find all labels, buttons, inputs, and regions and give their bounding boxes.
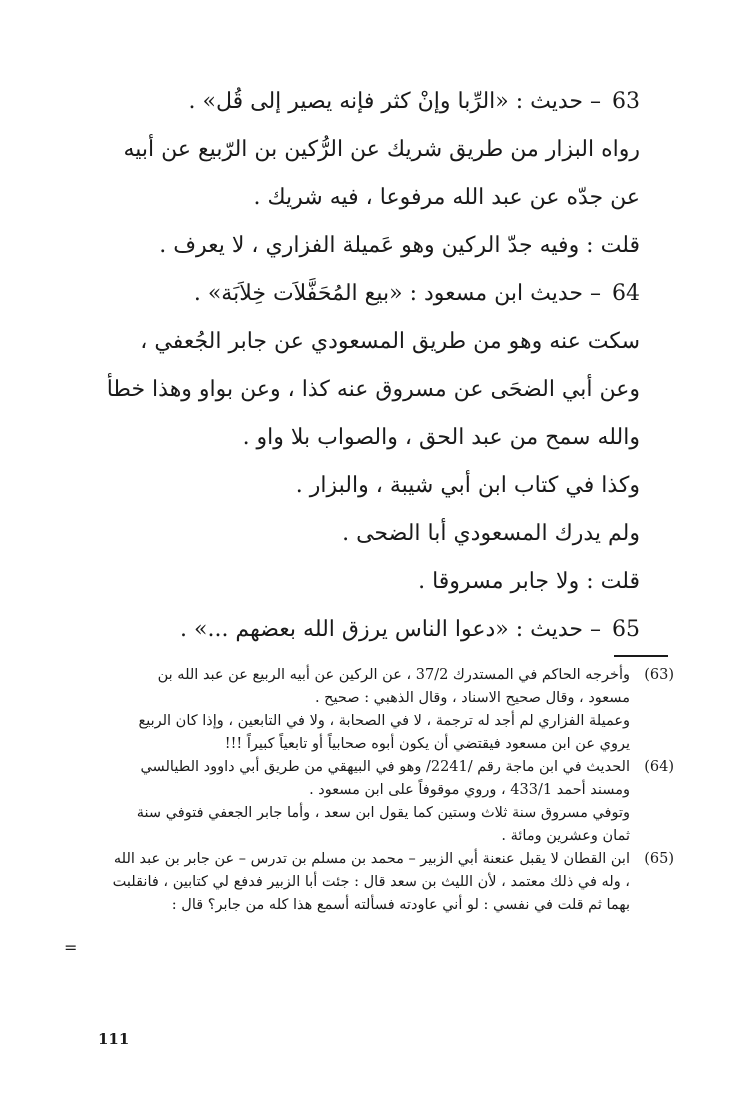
footnote-63-continued <box>112 710 674 756</box>
footnote-number: (63) <box>644 667 674 683</box>
footnote-64 <box>112 756 674 802</box>
paragraph: سكت عنه وهو من طريق المسعودي عن جابر الجُعفي ، وعن أبي الضحَى عن مسروق عنه كذا ، وعن بواو وهذا خطأ والله سمح من عبد الحق ، والصواب بلا واو . <box>106 329 640 450</box>
paragraph: رواه البزار من طريق شريك عن الرُّكين بن الرّبيع عن أبيه عن جدّه عن عبد الله مرفوعا ، فيه شريك . <box>123 137 640 210</box>
hadith-number: 63 <box>612 89 640 114</box>
footnote-64-continued <box>112 802 674 848</box>
footnote-text: ابن القطان لا يقبل عنعنة أبي الزبير – محمد بن مسلم بن تدرس – عن جابر بن عبد الله ، وله في ذلك معتمد ، لأن الليث بن سعد قال : جئت أبا الزبير فدفع لي كتابين ، فانقلبت بهما ثم قلت في نفسي : لو أني عاودته فسألته أسمع هذا كله من جابر؟ قال : <box>112 851 630 913</box>
footnote-text: وتوفي مسروق سنة ثلاث وستين كما يقول ابن سعد ، وأما جابر الجعفي فتوفي سنة ثمان وعشرين ومائة . <box>136 805 630 844</box>
footnote-63 <box>112 664 674 710</box>
footnotes <box>112 664 674 917</box>
page-number: 111 <box>98 1030 130 1048</box>
hadith-number: 64 <box>612 281 640 306</box>
footnote-text: وأخرجه الحاكم في المستدرك 37/2 ، عن الركين عن أبيه الربيع عن عبد الله بن مسعود ، وقال صحيح الاسناد ، وقال الذهبي : صحيح . <box>157 667 630 706</box>
footnote-text: الحديث في ابن ماجة رقم /2241/ وهو في البيهقي من طريق أبي داوود الطيالسي ومسند أحمد 433/1 ، وروي موقوفاً على ابن مسعود . <box>140 759 630 798</box>
footnote-separator <box>614 655 668 657</box>
footnote-65 <box>112 848 674 917</box>
footnote-number: (65) <box>644 851 674 867</box>
paragraph: قلت : وفيه جدّ الركين وهو عَميلة الفزاري ، لا يعرف . <box>159 233 640 258</box>
hadith-text: – حديث : «دعوا الناس يرزق الله بعضهم ...» . <box>180 617 601 642</box>
hadith-number: 65 <box>612 617 640 642</box>
hadith-text: – حديث : «الرِّبا وإنْ كثر فإنه يصير إلى قُل» . <box>188 89 601 114</box>
hadith-63 <box>100 78 670 126</box>
main-text <box>100 78 670 654</box>
hadith-text: – حديث ابن مسعود : «بيع المُحَفَّلاَت خِلاَبَة» . <box>193 281 601 306</box>
hadith-65 <box>100 606 670 654</box>
paragraph: ولم يدرك المسعودي أبا الضحى . <box>342 521 640 546</box>
hadith-64 <box>100 270 670 318</box>
continuation-mark: = <box>64 938 78 957</box>
paragraph: قلت : ولا جابر مسروقا . <box>418 569 640 594</box>
footnote-text: وعميلة الفزاري لم أجد له ترجمة ، لا في الصحابة ، ولا في التابعين ، وإذا كان الربيع يروي عن ابن مسعود فيقتضي أن يكون أبوه صحابياً أو تابعياً كبيراً !!! <box>138 713 630 752</box>
footnote-number: (64) <box>644 759 674 775</box>
paragraph: وكذا في كتاب ابن أبي شيبة ، والبزار . <box>295 473 640 498</box>
